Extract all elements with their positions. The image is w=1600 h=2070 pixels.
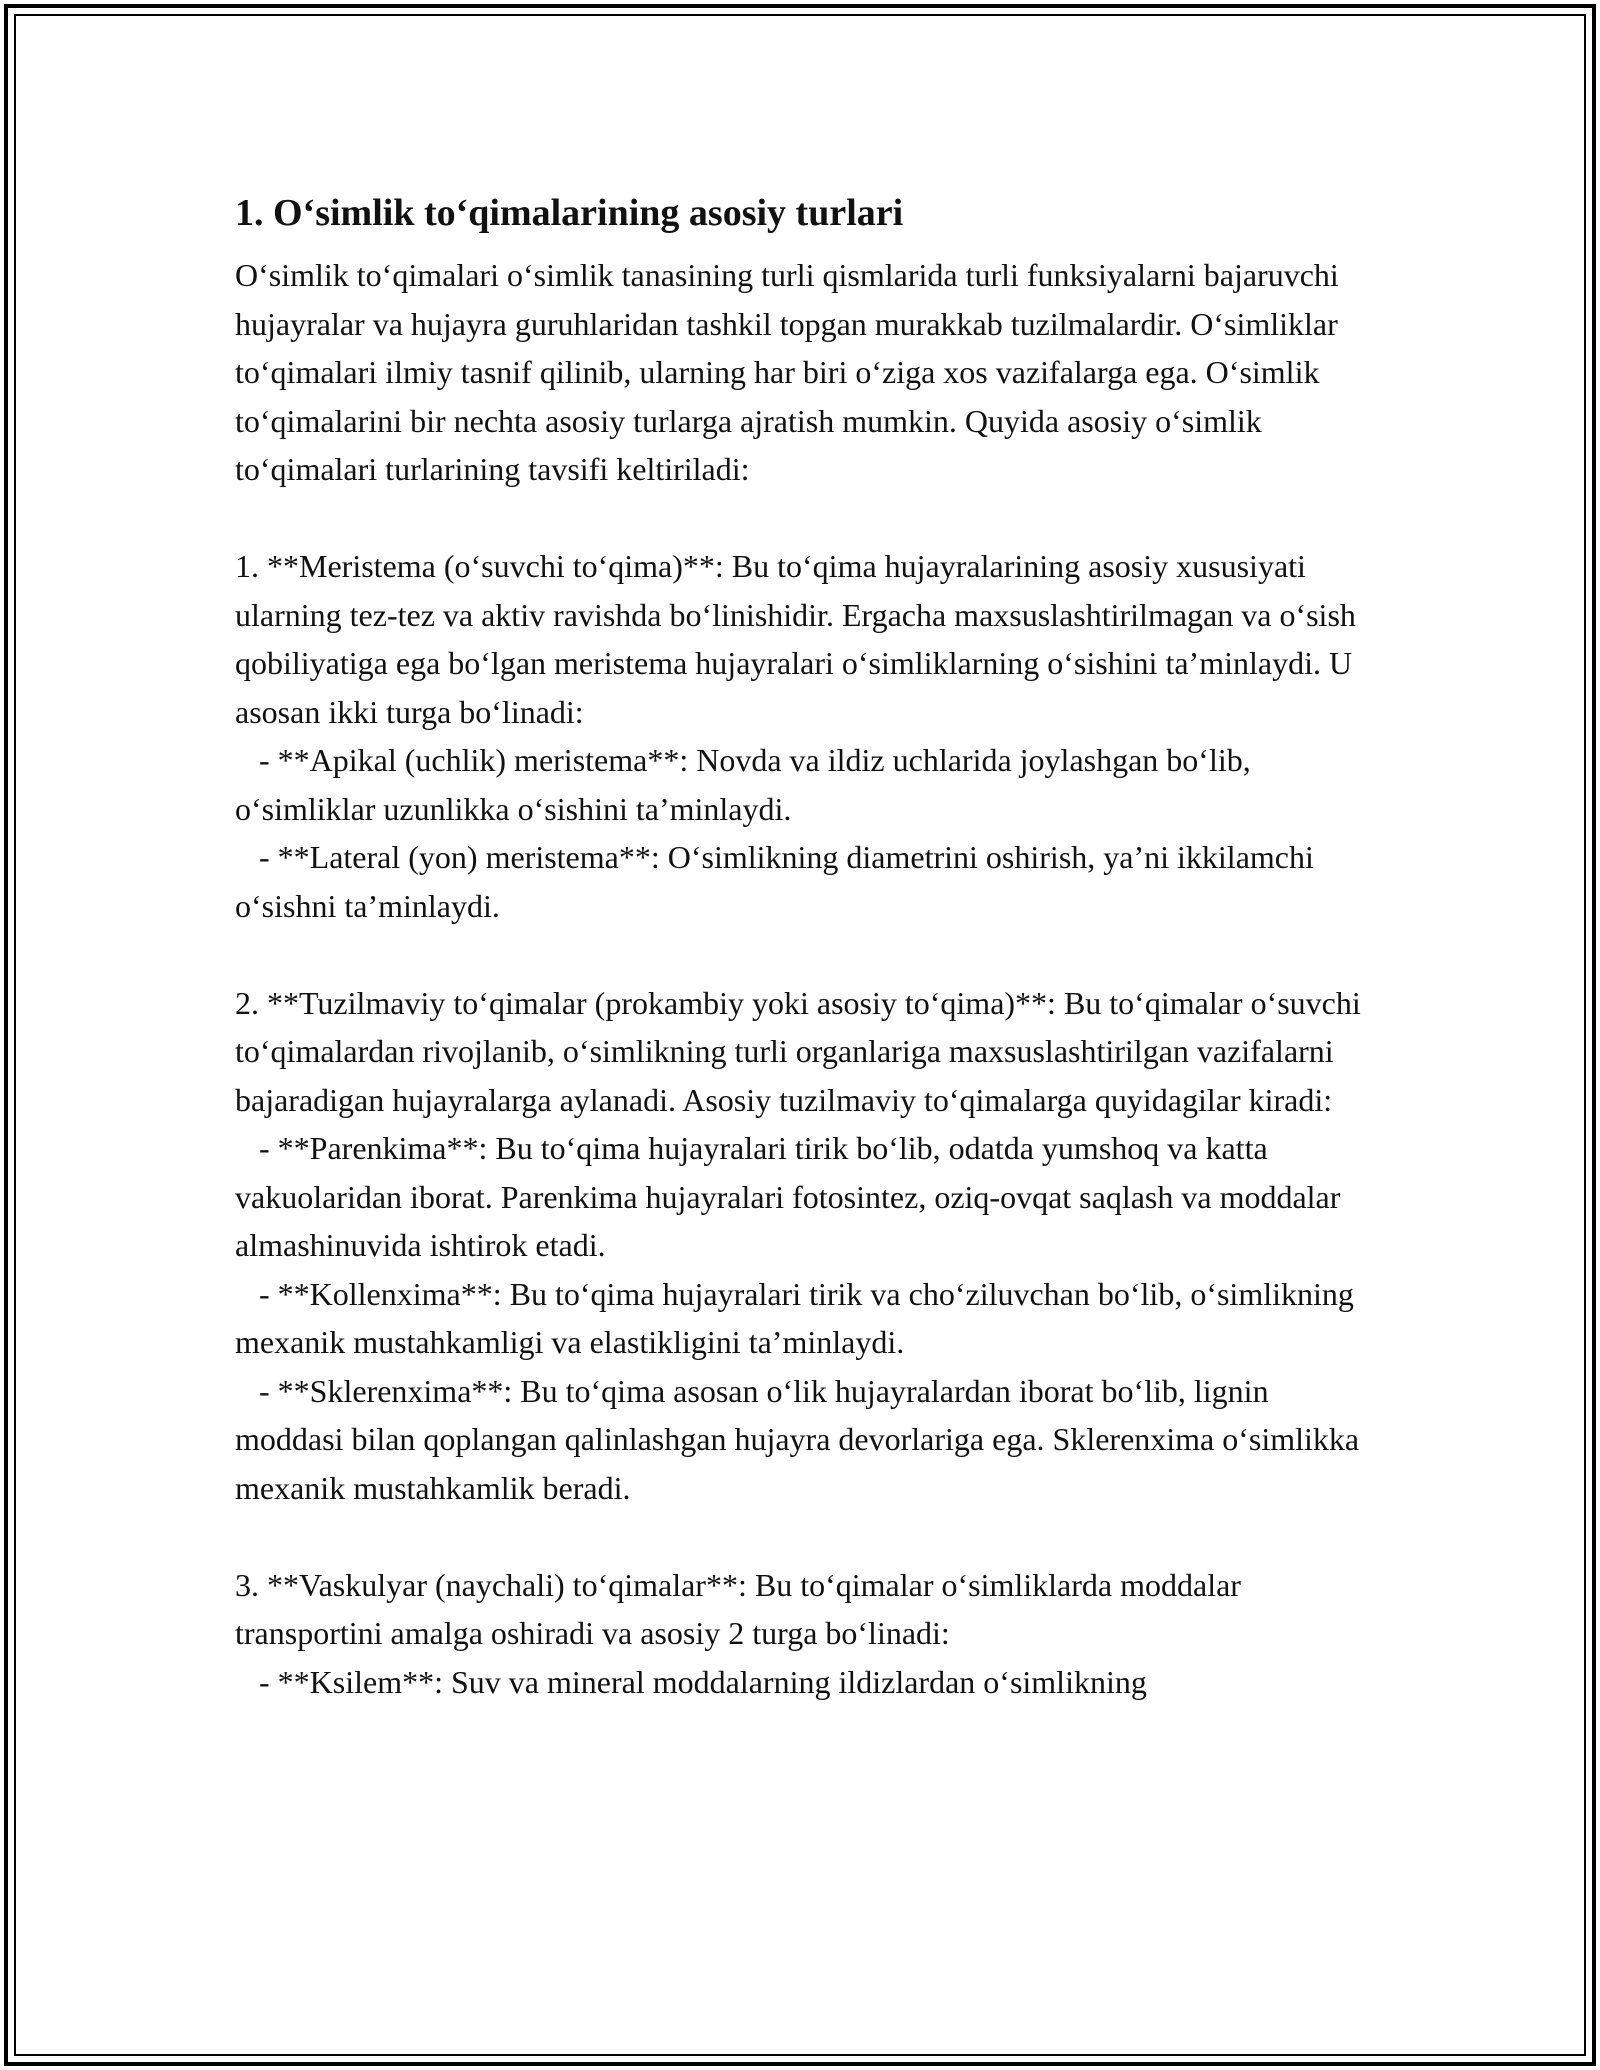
meristema-paragraph: 1. **Meristema (o‘suvchi to‘qima)**: Bu to‘qima hujayralarining asosiy xususiyati ularning tez-tez va aktiv ravishda bo‘linishidir. Ergacha maxsuslashtirilmagan va o‘sish qobiliyatiga ega bo‘lgan meristema hujayralari o‘simliklarning o‘sishini ta’minlaydi. U asosan ikki turga bo‘linadi: [235, 548, 1356, 730]
list-item-apikal: - **Apikal (uchlik) meristema**: Novda va ildiz uchlarida joylashgan bo‘lib, o‘simliklar uzunlikka o‘sishini ta’minlaydi. [235, 742, 1259, 827]
list-item-parenkima: - **Parenkima**: Bu to‘qima hujayralari tirik bo‘lib, odatda yumshoq va katta vakuolaridan iborat. Parenkima hujayralari fotosintez, oziq-ovqat saqlash va moddalar almashinuvida ishtirok etadi. [235, 1130, 1349, 1263]
list-item-kollenxima: - **Kollenxima**: Bu to‘qima hujayralari tirik va cho‘ziluvchan bo‘lib, o‘simlikning mexanik mustahkamligi va elastikligini ta’minlaydi. [235, 1275, 1362, 1360]
vaskulyar-paragraph: 3. **Vaskulyar (naychali) to‘qimalar**: Bu to‘qimalar o‘simliklarda moddalar transportini amalga oshiradi va asosiy 2 turga bo‘linadi: [235, 1566, 1241, 1651]
blank-line [235, 494, 1375, 543]
blank-line [235, 1512, 1375, 1561]
section-heading: 1. O‘simlik to‘qimalarining asosiy turlari [235, 192, 904, 234]
list-item-ksilem: - **Ksilem**: Suv va mineral moddalarning ildizlardan o‘simlikning [235, 1663, 1147, 1700]
intro-paragraph: O‘simlik to‘qimalari o‘simlik tanasining turli qismlarida turli funksiyalarni bajaruvchi hujayralar va hujayra guruhlaridan tashkil topgan murakkab tuzilmalardir. O‘simliklar to‘qimalari ilmiy tasnif qilinib, ularning har biri o‘ziga xos vazifalarga ega. O‘simlik to‘qimalarini bir nechta asosiy turlarga ajratish mumkin. Quyida asosiy o‘simlik to‘qimalari turlarining tavsifi keltiriladi: [235, 257, 1339, 487]
list-item-sklerenxima: - **Sklerenxima**: Bu to‘qima asosan o‘lik hujayralardan iborat bo‘lib, lignin moddasi bilan qoplangan qalinlashgan hujayra devorlariga ega. Sklerenxima o‘simlikka mexanik mustahkamlik beradi. [235, 1372, 1368, 1506]
blank-line [235, 930, 1375, 979]
document-body [235, 185, 1375, 1706]
tuzilmaviy-paragraph: 2. **Tuzilmaviy to‘qimalar (prokambiy yoki asosiy to‘qima)**: Bu to‘qimalar o‘suvchi to‘qimalardan rivojlanib, o‘simlikning turli organlariga maxsuslashtirilgan vazifalarni bajaradigan hujayralarga aylanadi. Asosiy tuzilmaviy to‘qimalarga quyidagilar kiradi: [235, 984, 1361, 1118]
list-item-lateral: - **Lateral (yon) meristema**: O‘simlikning diametrini oshirish, ya’ni ikkilamchi o‘sishni ta’minlaydi. [235, 839, 1322, 924]
